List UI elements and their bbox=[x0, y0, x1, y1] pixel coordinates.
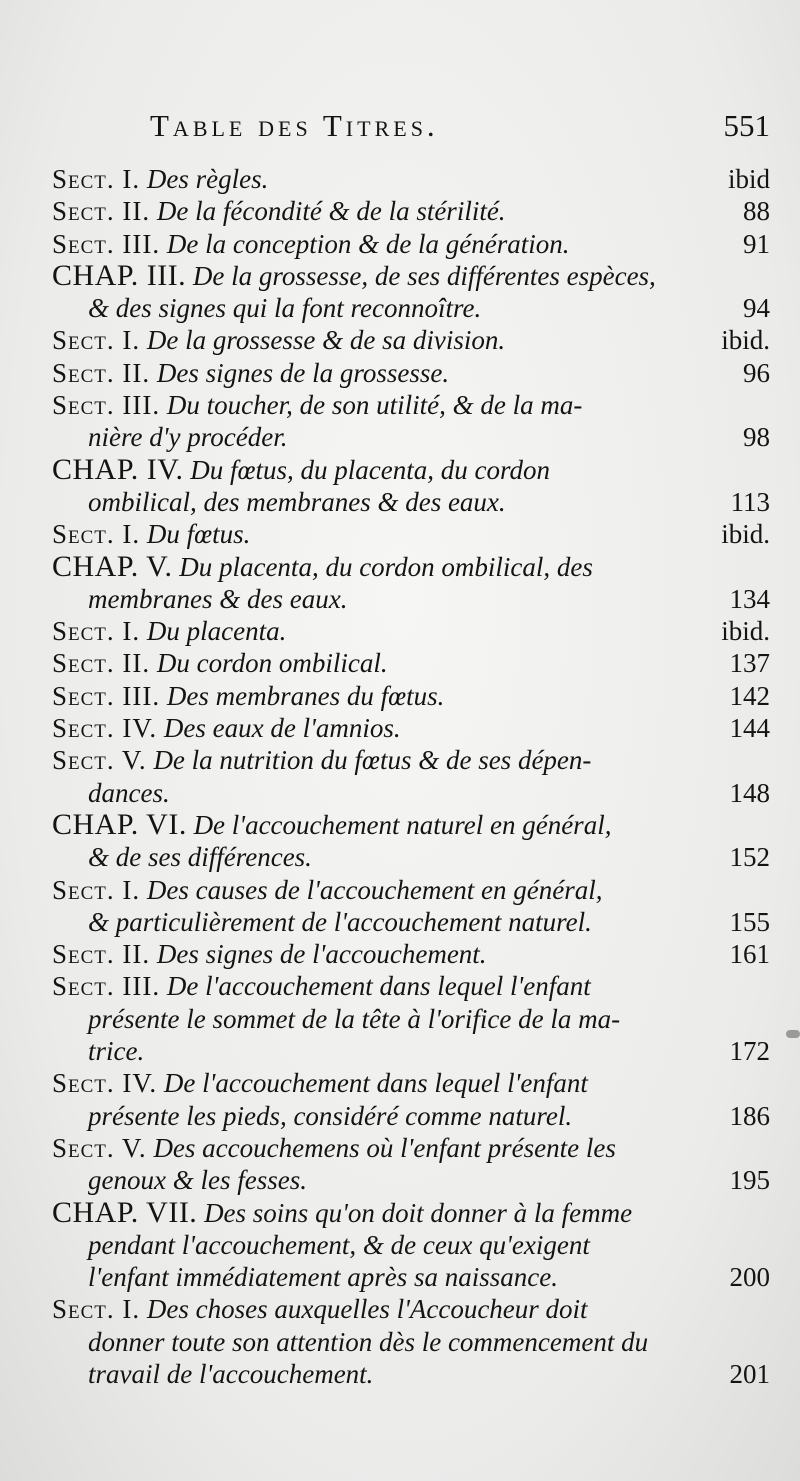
entry-title-text: Du placenta. bbox=[146, 616, 287, 647]
entry-title-text: De la nutrition du fœtus & de ses dépen- bbox=[153, 745, 592, 776]
entry-page-number: ibid. bbox=[721, 519, 770, 550]
chapter-label: CHAP. VII. bbox=[52, 1196, 198, 1229]
toc-entry bbox=[52, 1132, 770, 1197]
table-of-titles bbox=[52, 163, 770, 1390]
section-label: Sect. III. bbox=[52, 228, 161, 259]
toc-entry-first-line bbox=[52, 615, 770, 647]
toc-entry bbox=[52, 809, 770, 874]
entry-title-text: De la grossesse & de sa division. bbox=[146, 325, 506, 356]
toc-entry-continuation-line bbox=[52, 777, 770, 809]
entry-page-number: 172 bbox=[729, 1036, 770, 1067]
entry-title-text: présente les pieds, considéré comme naturel. bbox=[88, 1100, 573, 1131]
toc-entry bbox=[52, 680, 770, 712]
toc-entry-continuation-line bbox=[52, 1035, 770, 1067]
margin-mark bbox=[786, 1030, 800, 1038]
entry-title-text: Du toucher, de son utilité, & de la ma- bbox=[166, 390, 583, 421]
toc-entry-continuation-line bbox=[52, 1261, 770, 1293]
toc-entry-continuation-line bbox=[52, 1358, 770, 1390]
entry-title-text: De la fécondité & de la stérilité. bbox=[156, 196, 506, 227]
entry-page-number: ibid bbox=[727, 164, 770, 194]
toc-entry-first-line bbox=[52, 970, 770, 1002]
toc-entry-first-line bbox=[52, 1197, 770, 1229]
toc-entry-first-line bbox=[52, 551, 770, 583]
running-header bbox=[150, 108, 770, 158]
section-label: Sect. I. bbox=[52, 1294, 141, 1325]
entry-title-text: Du fœtus. bbox=[146, 519, 251, 550]
section-label: Sect. I. bbox=[52, 519, 141, 550]
entry-page-number: 134 bbox=[729, 583, 770, 614]
entry-page-number: 152 bbox=[729, 842, 770, 873]
toc-entry bbox=[52, 1293, 770, 1390]
section-label: Sect. II. bbox=[52, 648, 151, 679]
toc-entry bbox=[52, 228, 770, 260]
entry-title-text: ombilical, des membranes & des eaux. bbox=[88, 486, 506, 517]
chapter-label: CHAP. III. bbox=[52, 259, 187, 292]
toc-entry-first-line bbox=[52, 324, 770, 356]
toc-entry-first-line bbox=[52, 163, 770, 195]
entry-page-number: 91 bbox=[743, 228, 770, 259]
toc-entry-continuation-line bbox=[52, 1229, 770, 1261]
entry-page-number: 88 bbox=[743, 196, 770, 227]
entry-page-number: 201 bbox=[729, 1358, 770, 1389]
toc-entry bbox=[52, 970, 770, 1067]
entry-title-text: De l'accouchement dans lequel l'enfant bbox=[163, 1068, 588, 1099]
entry-title-text: membranes & des eaux. bbox=[88, 583, 348, 614]
toc-entry-continuation-line bbox=[52, 841, 770, 873]
entry-page-number: 148 bbox=[729, 777, 770, 808]
section-label: Sect. V. bbox=[52, 745, 147, 776]
entry-title-text: Des signes de la grossesse. bbox=[156, 357, 450, 388]
toc-entry-first-line bbox=[52, 454, 770, 486]
toc-entry bbox=[52, 389, 770, 454]
toc-entry-continuation-line bbox=[52, 421, 770, 453]
chapter-label: CHAP. VI. bbox=[52, 808, 187, 841]
entry-title-text: pendant l'accouchement, & de ceux qu'exigent bbox=[88, 1229, 590, 1260]
toc-entry bbox=[52, 357, 770, 389]
toc-entry-continuation-line bbox=[52, 1326, 770, 1358]
toc-entry bbox=[52, 647, 770, 679]
section-label: Sect. I. bbox=[52, 164, 141, 194]
entry-title-text: Des soins qu'on doit donner à la femme bbox=[204, 1197, 633, 1228]
toc-entry-first-line bbox=[52, 518, 770, 550]
entry-title-text: travail de l'accouchement. bbox=[88, 1358, 374, 1389]
section-label: Sect. V. bbox=[52, 1132, 147, 1163]
entry-title-text: Du cordon ombilical. bbox=[156, 648, 388, 679]
entry-title-text: Des choses auxquelles l'Accoucheur doit bbox=[146, 1294, 588, 1325]
section-label: Sect. III. bbox=[52, 680, 161, 711]
entry-title-text: De la conception & de la génération. bbox=[166, 228, 570, 259]
entry-page-number: 98 bbox=[743, 422, 770, 453]
entry-page-number: 200 bbox=[729, 1262, 770, 1293]
toc-entry bbox=[52, 260, 770, 325]
chapter-label: CHAP. V. bbox=[52, 550, 173, 583]
entry-title-text: trice. bbox=[88, 1036, 145, 1067]
entry-title-text: donner toute son attention dès le commencement du bbox=[88, 1326, 649, 1357]
entry-title-text: Des signes de l'accouchement. bbox=[156, 939, 487, 970]
section-label: Sect. IV. bbox=[52, 1068, 158, 1099]
entry-title-text: nière d'y procéder. bbox=[88, 422, 288, 453]
section-label: Sect. IV. bbox=[52, 713, 158, 744]
entry-page-number: 195 bbox=[729, 1165, 770, 1196]
entry-page-number: 161 bbox=[729, 939, 770, 970]
toc-entry bbox=[52, 712, 770, 744]
toc-entry-first-line bbox=[52, 389, 770, 421]
toc-entry bbox=[52, 454, 770, 519]
section-label: Sect. II. bbox=[52, 939, 151, 970]
toc-entry-first-line bbox=[52, 195, 770, 227]
section-label: Sect. II. bbox=[52, 196, 151, 227]
header-page-number: 551 bbox=[723, 108, 770, 143]
entry-page-number: 155 bbox=[729, 906, 770, 937]
entry-title-text: Du fœtus, du placenta, du cordon bbox=[190, 454, 550, 485]
toc-entry-first-line bbox=[52, 744, 770, 776]
toc-entry-first-line bbox=[52, 680, 770, 712]
entry-page-number: 137 bbox=[729, 648, 770, 679]
toc-entry bbox=[52, 744, 770, 809]
toc-entry bbox=[52, 938, 770, 970]
toc-entry-first-line bbox=[52, 260, 770, 292]
entry-title-text: dances. bbox=[88, 777, 170, 808]
section-label: Sect. III. bbox=[52, 390, 161, 421]
entry-title-text: présente le sommet de la tête à l'orifice de la ma- bbox=[88, 1003, 621, 1034]
toc-entry bbox=[52, 615, 770, 647]
entry-page-number: 94 bbox=[743, 293, 770, 324]
section-label: Sect. I. bbox=[52, 616, 141, 647]
toc-entry-first-line bbox=[52, 228, 770, 260]
entry-page-number: ibid. bbox=[721, 325, 770, 356]
section-label: Sect. I. bbox=[52, 325, 141, 356]
toc-entry-continuation-line bbox=[52, 583, 770, 615]
toc-entry-first-line bbox=[52, 938, 770, 970]
toc-entry bbox=[52, 551, 770, 616]
entry-title-text: & particulièrement de l'accouchement naturel. bbox=[88, 906, 592, 937]
entry-page-number: ibid. bbox=[721, 616, 770, 647]
toc-entry-continuation-line bbox=[52, 1003, 770, 1035]
entry-title-text: Des règles. bbox=[146, 164, 269, 194]
toc-entry-first-line bbox=[52, 1132, 770, 1164]
entry-title-text: & des signes qui la font reconnoître. bbox=[88, 293, 482, 324]
toc-entry bbox=[52, 1067, 770, 1132]
toc-entry-first-line bbox=[52, 647, 770, 679]
header-title: Table des Titres. bbox=[150, 108, 439, 143]
toc-entry bbox=[52, 1197, 770, 1294]
toc-entry-continuation-line bbox=[52, 1164, 770, 1196]
toc-entry-first-line bbox=[52, 1067, 770, 1099]
entry-title-text: De la grossesse, de ses différentes espèces, bbox=[192, 260, 656, 291]
toc-entry-continuation-line bbox=[52, 486, 770, 518]
toc-entry-continuation-line bbox=[52, 292, 770, 324]
entry-page-number: 96 bbox=[743, 357, 770, 388]
entry-title-text: Des membranes du fœtus. bbox=[166, 680, 445, 711]
toc-entry bbox=[52, 874, 770, 939]
toc-entry-first-line bbox=[52, 357, 770, 389]
entry-title-text: De l'accouchement naturel en général, bbox=[193, 809, 612, 840]
entry-page-number: 113 bbox=[730, 486, 770, 517]
toc-entry-continuation-line bbox=[52, 1100, 770, 1132]
entry-page-number: 186 bbox=[729, 1100, 770, 1131]
toc-entry-first-line bbox=[52, 1293, 770, 1325]
entry-title-text: & de ses différences. bbox=[88, 842, 312, 873]
toc-entry-continuation-line bbox=[52, 906, 770, 938]
entry-title-text: genoux & les fesses. bbox=[88, 1165, 307, 1196]
toc-entry bbox=[52, 518, 770, 550]
entry-title-text: Des causes de l'accouchement en général, bbox=[146, 874, 603, 905]
toc-entry-first-line bbox=[52, 712, 770, 744]
entry-title-text: Des eaux de l'amnios. bbox=[163, 713, 401, 744]
section-label: Sect. II. bbox=[52, 357, 151, 388]
entry-title-text: Des accouchemens où l'enfant présente les bbox=[153, 1132, 616, 1163]
section-label: Sect. I. bbox=[52, 874, 141, 905]
entry-title-text: De l'accouchement dans lequel l'enfant bbox=[166, 971, 591, 1002]
entry-title-text: l'enfant immédiatement après sa naissance. bbox=[88, 1262, 558, 1293]
toc-entry bbox=[52, 195, 770, 227]
toc-entry-first-line bbox=[52, 874, 770, 906]
entry-page-number: 142 bbox=[729, 680, 770, 711]
section-label: Sect. III. bbox=[52, 971, 161, 1002]
entry-title-text: Du placenta, du cordon ombilical, des bbox=[179, 551, 593, 582]
toc-entry-first-line bbox=[52, 809, 770, 841]
chapter-label: CHAP. IV. bbox=[52, 453, 184, 486]
entry-page-number: 144 bbox=[729, 713, 770, 744]
toc-entry bbox=[52, 324, 770, 356]
toc-entry bbox=[52, 163, 770, 195]
